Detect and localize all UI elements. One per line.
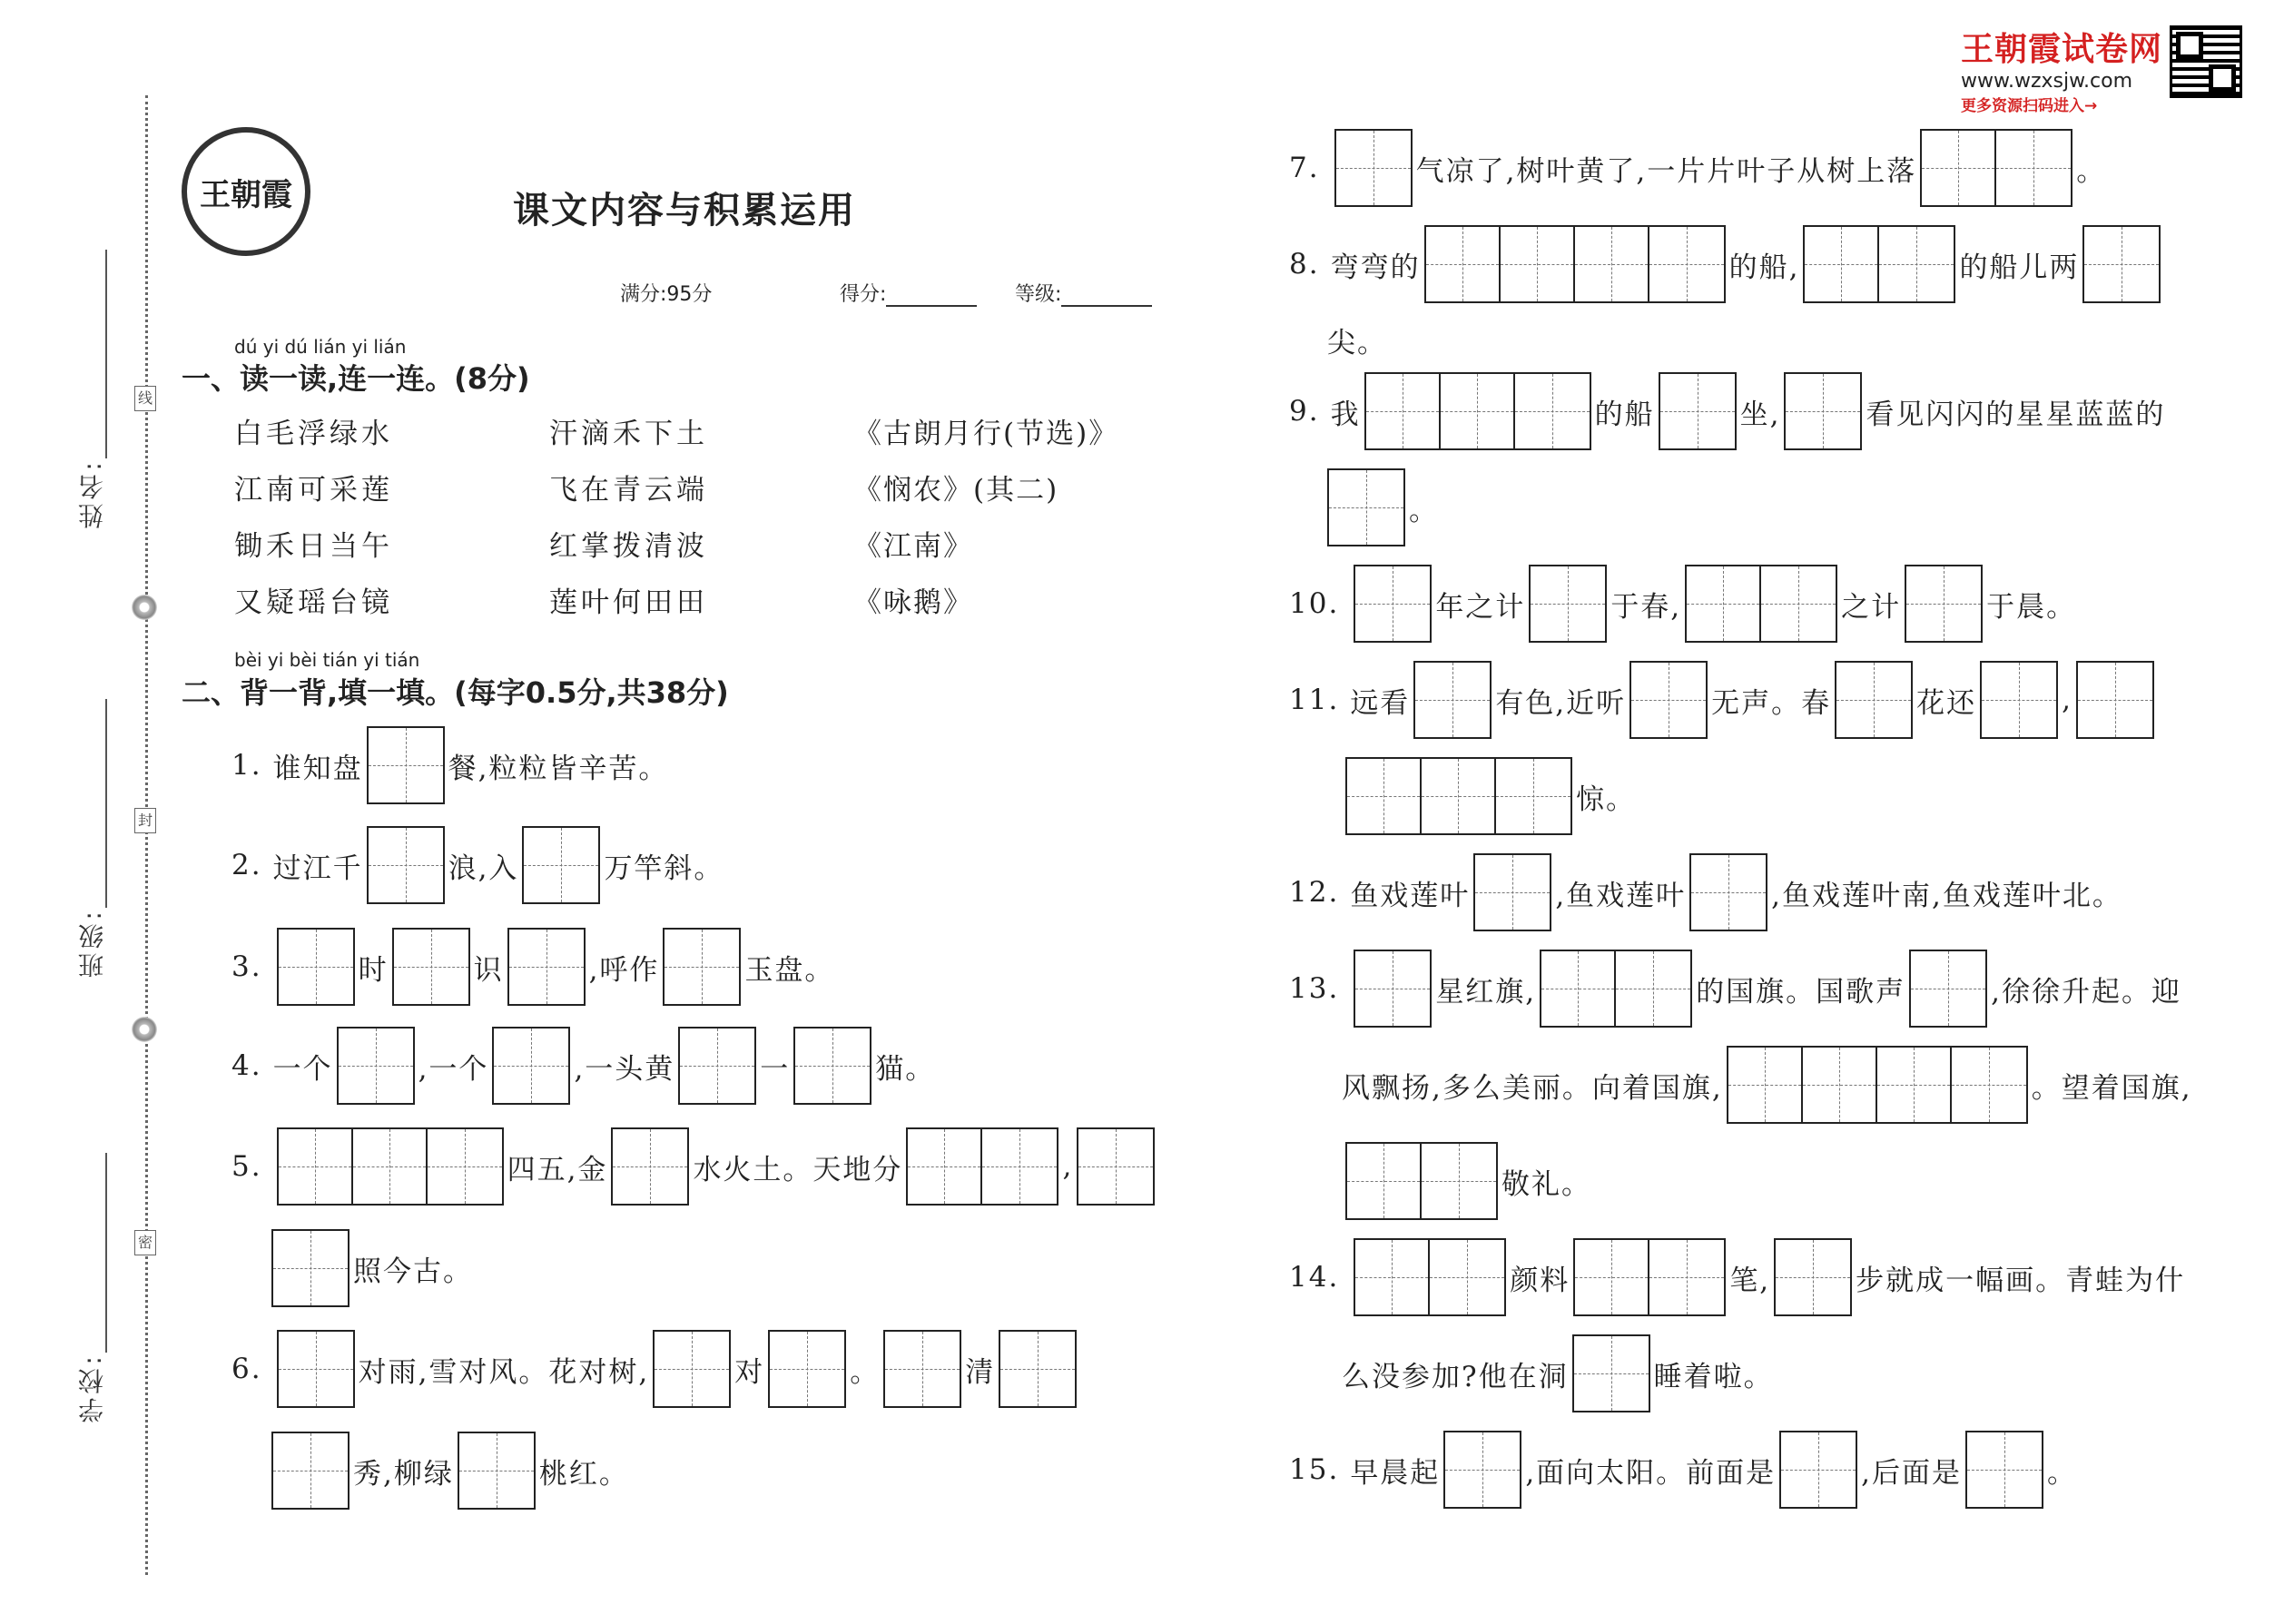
name-label: 姓名:: [77, 458, 107, 529]
answer-box[interactable]: [1354, 950, 1432, 1028]
section2-title: 二、背一背,填一填。(每字0.5分,共38分): [182, 675, 729, 710]
question-6: 6. 对雨,雪对风。花对树, 对 。 清: [231, 1330, 1080, 1408]
class-blank: [105, 699, 107, 908]
poem-title[interactable]: 《悯农》(其二): [853, 474, 1059, 507]
question-13: 13. 星红旗, 的国旗。国歌声 ,徐徐升起。迎: [1289, 950, 2181, 1028]
section2-pinyin: bèi yi bèi tián yi tián: [234, 649, 420, 671]
brand-block: [1961, 24, 2162, 115]
poem-title[interactable]: 《江南》: [853, 530, 973, 563]
answer-box[interactable]: [392, 928, 470, 1006]
question-11-cont: 惊。: [1342, 757, 1636, 835]
brand-logo: 王朝霞: [182, 127, 310, 256]
question-10: 10. 年之计 于春, 之计 于晨。: [1289, 565, 2076, 643]
poem-line[interactable]: 莲叶何田田: [549, 586, 708, 619]
question-9-cont: 。: [1324, 468, 1439, 546]
answer-box[interactable]: [1727, 1046, 2028, 1124]
question-13-cont: 风飘扬,多么美丽。向着国旗, 。望着国旗,: [1342, 1046, 2192, 1124]
answer-box[interactable]: [793, 1027, 871, 1105]
answer-box[interactable]: [1327, 468, 1405, 546]
answer-box[interactable]: [1573, 1238, 1726, 1316]
question-8-cont: 尖。: [1327, 327, 1387, 359]
answer-box[interactable]: [768, 1330, 846, 1408]
question-14-cont: 么没参加?他在洞 睡着啦。: [1342, 1334, 1774, 1412]
question-7: 7. 气凉了,树叶黄了,一片片叶子从树上落 。: [1289, 129, 2106, 207]
question-11: 11. 远看 有色,近听 无声。春 花还 ,: [1289, 661, 2158, 739]
answer-box[interactable]: [337, 1027, 415, 1105]
answer-box[interactable]: [492, 1027, 570, 1105]
question-5: 5. 四五,金 水火土。天地分 ,: [231, 1127, 1158, 1206]
answer-box[interactable]: [1965, 1431, 2043, 1509]
question-2: 2. 过江千 浪,入 万竿斜。: [231, 826, 724, 904]
section1-pinyin: dú yi dú lián yi lián: [234, 336, 407, 358]
seal-seal: 封: [134, 808, 156, 833]
answer-box[interactable]: [1540, 950, 1692, 1028]
poem-line[interactable]: 飞在青云端: [549, 474, 708, 507]
answer-box[interactable]: [1779, 1431, 1857, 1509]
answer-box[interactable]: [458, 1432, 536, 1510]
answer-box[interactable]: [1077, 1127, 1155, 1206]
answer-box[interactable]: [1909, 950, 1987, 1028]
question-14: 14. 颜料 笔, 步就成一幅画。青蛙为什: [1289, 1238, 2185, 1316]
poem-line[interactable]: 又疑瑶台镜: [234, 586, 393, 619]
class-label: 班级:: [77, 908, 107, 979]
seal-line: 线: [134, 386, 156, 411]
answer-box[interactable]: [1413, 661, 1492, 739]
answer-box[interactable]: [1345, 1142, 1498, 1220]
answer-box[interactable]: [1980, 661, 2058, 739]
qr-code-icon[interactable]: [2170, 25, 2242, 98]
question-12: 12. 鱼戏莲叶 ,鱼戏莲叶 ,鱼戏莲叶南,鱼戏莲叶北。: [1289, 853, 2122, 931]
answer-box[interactable]: [1443, 1431, 1521, 1509]
answer-box[interactable]: [2082, 225, 2161, 303]
school-label: 学校:: [77, 1353, 107, 1423]
page-title: 课文内容与积累运用: [513, 190, 856, 231]
answer-box[interactable]: [1659, 372, 1737, 450]
answer-box[interactable]: [277, 928, 355, 1006]
answer-box[interactable]: [367, 726, 445, 804]
poem-line[interactable]: 江南可采莲: [234, 474, 393, 507]
answer-box[interactable]: [906, 1127, 1058, 1206]
brand-slogan: 更多资源扫码进入→: [1961, 97, 2098, 115]
answer-box[interactable]: [1354, 565, 1432, 643]
grade-field: 等级:: [1015, 279, 1152, 307]
question-13-cont2: 敬礼。: [1342, 1142, 1591, 1220]
answer-box[interactable]: [1835, 661, 1913, 739]
brand-name: 王朝霞试卷网: [1961, 31, 2163, 68]
question-9: 9. 我 的船 坐, 看见闪闪的星星蓝蓝的: [1289, 372, 2165, 450]
answer-box[interactable]: [1354, 1238, 1506, 1316]
answer-box[interactable]: [1689, 853, 1767, 931]
brand-url[interactable]: www.wzxsjw.com: [1961, 70, 2133, 93]
question-3: 3. 时 识 ,呼作 玉盘。: [231, 928, 834, 1006]
question-8: 8. 弯弯的 的船, 的船儿两: [1289, 225, 2164, 303]
answer-box[interactable]: [1905, 565, 1983, 643]
full-score: 满分:95分: [620, 283, 713, 306]
answer-box[interactable]: [277, 1127, 504, 1206]
score-field: 得分:: [840, 279, 977, 307]
answer-box[interactable]: [999, 1330, 1077, 1408]
answer-box[interactable]: [1774, 1238, 1852, 1316]
poem-line[interactable]: 锄禾日当午: [234, 530, 393, 563]
question-4: 4. 一个 ,一个 ,一头黄 一 猫。: [231, 1027, 935, 1105]
question-5-cont: 照今古。: [268, 1229, 473, 1307]
answer-box[interactable]: [1364, 372, 1591, 450]
poem-line[interactable]: 汗滴禾下土: [549, 418, 708, 450]
name-blank: [105, 250, 107, 458]
answer-box[interactable]: [271, 1432, 350, 1510]
answer-box[interactable]: [1629, 661, 1708, 739]
answer-box[interactable]: [611, 1127, 689, 1206]
answer-box[interactable]: [1529, 565, 1607, 643]
answer-box[interactable]: [507, 928, 586, 1006]
binding-dotted-line: [145, 95, 148, 1575]
poem-line[interactable]: 红掌拨清波: [549, 530, 708, 563]
binding-ring-icon: [132, 1017, 157, 1042]
answer-box[interactable]: [1345, 757, 1572, 835]
answer-box[interactable]: [271, 1229, 350, 1307]
section1-title: 一、读一读,连一连。(8分): [182, 361, 530, 396]
question-1: 1. 谁知盘 餐,粒粒皆辛苦。: [231, 726, 668, 804]
answer-box[interactable]: [663, 928, 741, 1006]
seal-secret: 密: [134, 1230, 156, 1255]
binding-ring-icon: [132, 595, 157, 620]
answer-box[interactable]: [883, 1330, 961, 1408]
answer-box[interactable]: [1784, 372, 1862, 450]
answer-box[interactable]: [1424, 225, 1726, 303]
answer-box[interactable]: [522, 826, 600, 904]
answer-box[interactable]: [653, 1330, 731, 1408]
answer-box[interactable]: [367, 826, 445, 904]
answer-box[interactable]: [678, 1027, 756, 1105]
school-blank: [105, 1153, 107, 1353]
question-6-cont: 秀,柳绿 桃红。: [268, 1432, 629, 1510]
answer-box[interactable]: [1920, 129, 2072, 207]
poem-title[interactable]: 《古朗月行(节选)》: [853, 418, 1119, 450]
poem-title[interactable]: 《咏鹅》: [853, 586, 973, 619]
answer-box[interactable]: [1572, 1334, 1650, 1412]
poem-line[interactable]: 白毛浮绿水: [234, 418, 393, 450]
answer-box[interactable]: [1685, 565, 1837, 643]
answer-box[interactable]: [1803, 225, 1955, 303]
question-15: 15. 早晨起 ,面向太阳。前面是 ,后面是 。: [1289, 1431, 2077, 1509]
answer-box[interactable]: [1473, 853, 1551, 931]
answer-box[interactable]: [2076, 661, 2154, 739]
answer-box[interactable]: [1334, 129, 1413, 207]
answer-box[interactable]: [277, 1330, 355, 1408]
